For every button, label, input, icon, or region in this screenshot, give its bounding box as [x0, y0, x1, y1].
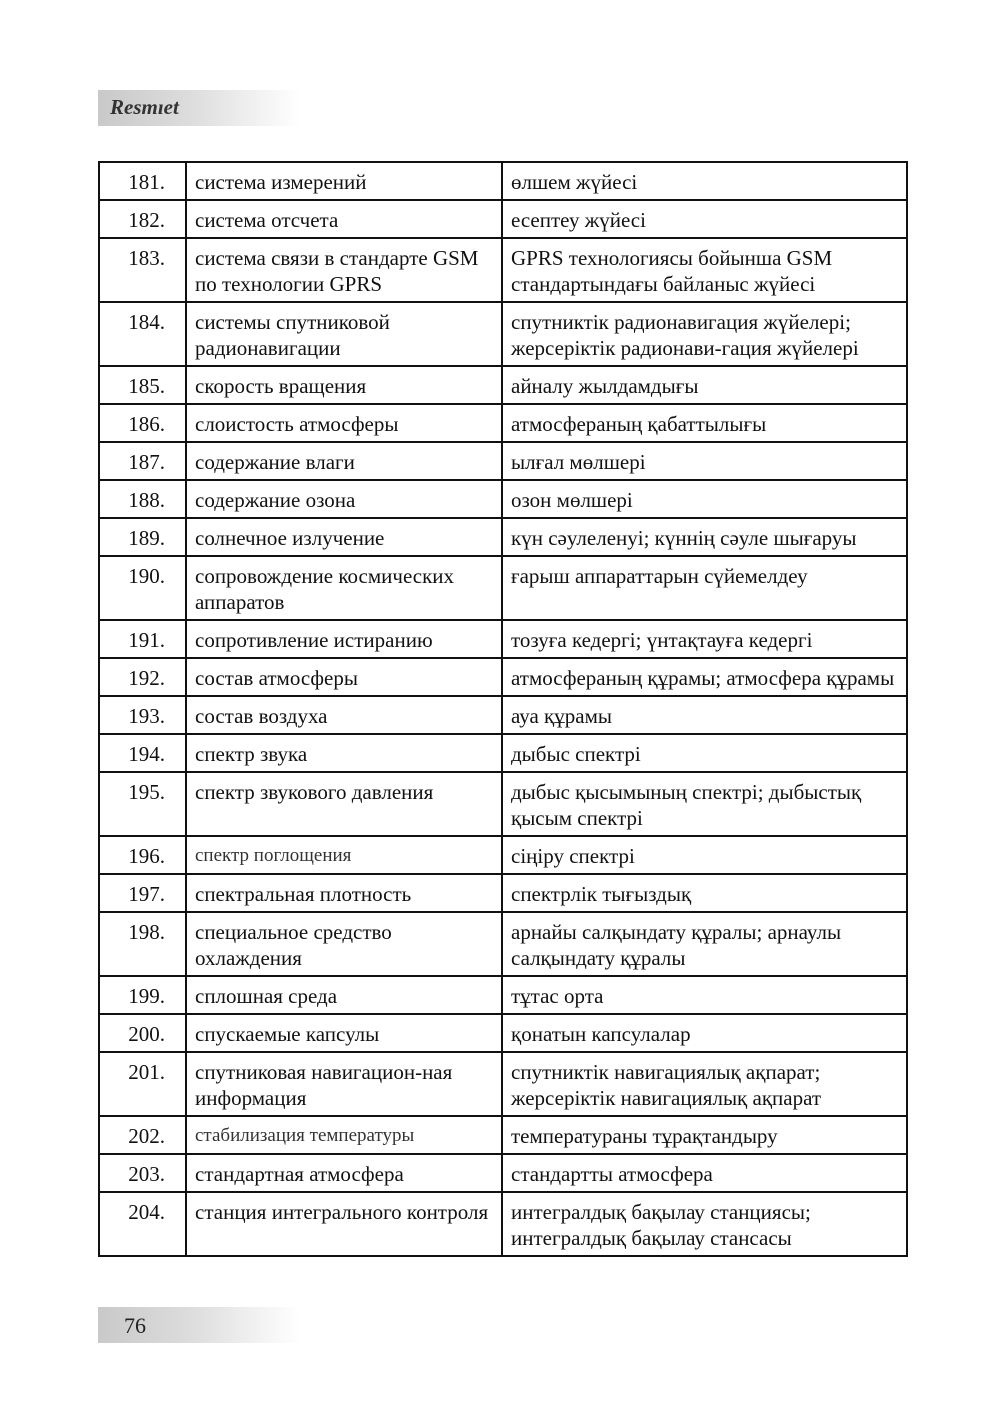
kazakh-term: GPRS технологиясы бойынша GSM стандартындағы байланыс жүйесі: [502, 238, 907, 302]
russian-term: спутниковая навигацион-ная информация: [186, 1052, 502, 1116]
term-number: 182.: [99, 200, 186, 238]
russian-term: солнечное излучение: [186, 518, 502, 556]
table-row: [99, 1052, 907, 1116]
russian-term: стандартная атмосфера: [186, 1154, 502, 1192]
kazakh-term: айналу жылдамдығы: [502, 366, 907, 404]
russian-term: спектральная плотность: [186, 874, 502, 912]
term-number: 191.: [99, 620, 186, 658]
kazakh-term: өлшем жүйесі: [502, 162, 907, 200]
term-number: 192.: [99, 658, 186, 696]
kazakh-term: температураны тұрақтандыру: [502, 1116, 907, 1154]
russian-term: скорость вращения: [186, 366, 502, 404]
kazakh-term: озон мөлшері: [502, 480, 907, 518]
kazakh-term: стандартты атмосфера: [502, 1154, 907, 1192]
term-number: 189.: [99, 518, 186, 556]
kazakh-term: ғарыш аппараттарын сүйемелдеу: [502, 556, 907, 620]
table-row: [99, 772, 907, 836]
term-number: 194.: [99, 734, 186, 772]
term-number: 184.: [99, 302, 186, 366]
term-number: 181.: [99, 162, 186, 200]
term-number: 202.: [99, 1116, 186, 1154]
kazakh-term: күн сәулеленуі; күннің сәуле шығаруы: [502, 518, 907, 556]
kazakh-term: тозуға кедергі; үнтақтауға кедергі: [502, 620, 907, 658]
page-number: 76: [124, 1313, 146, 1338]
kazakh-term: тұтас орта: [502, 976, 907, 1014]
table-row: [99, 518, 907, 556]
russian-term: станция интегрального контроля: [186, 1192, 502, 1256]
russian-term: специальное средство охлаждения: [186, 912, 502, 976]
page-footer: [98, 1307, 300, 1343]
russian-term: спектр звукового давления: [186, 772, 502, 836]
term-number: 183.: [99, 238, 186, 302]
table-row: [99, 620, 907, 658]
russian-term: система связи в стандарте GSM по технологии GPRS: [186, 238, 502, 302]
term-number: 188.: [99, 480, 186, 518]
russian-term: состав атмосферы: [186, 658, 502, 696]
table-row: [99, 658, 907, 696]
russian-term: сопротивление истиранию: [186, 620, 502, 658]
term-number: 193.: [99, 696, 186, 734]
glossary-table: [98, 161, 908, 1257]
kazakh-term: сіңіру спектрі: [502, 836, 907, 874]
term-number: 198.: [99, 912, 186, 976]
table-row: [99, 912, 907, 976]
table-row: [99, 734, 907, 772]
russian-term: сопровождение космических аппаратов: [186, 556, 502, 620]
term-number: 185.: [99, 366, 186, 404]
running-header: [98, 90, 300, 126]
term-number: 187.: [99, 442, 186, 480]
russian-term: спускаемые капсулы: [186, 1014, 502, 1052]
table-row: [99, 404, 907, 442]
term-number: 204.: [99, 1192, 186, 1256]
russian-term: сплошная среда: [186, 976, 502, 1014]
russian-term: спектр звука: [186, 734, 502, 772]
term-number: 200.: [99, 1014, 186, 1052]
russian-term: слоистость атмосферы: [186, 404, 502, 442]
table-row: [99, 836, 907, 874]
term-number: 201.: [99, 1052, 186, 1116]
term-number: 186.: [99, 404, 186, 442]
kazakh-term: арнайы салқындату құралы; арнаулы салқындату құралы: [502, 912, 907, 976]
kazakh-term: ылғал мөлшері: [502, 442, 907, 480]
table-row: [99, 442, 907, 480]
term-number: 196.: [99, 836, 186, 874]
kazakh-term: қонатын капсулалар: [502, 1014, 907, 1052]
table-row: [99, 1192, 907, 1256]
kazakh-term: спектрлік тығыздық: [502, 874, 907, 912]
russian-term: стабилизация температуры: [186, 1116, 502, 1154]
table-row: [99, 874, 907, 912]
table-row: [99, 366, 907, 404]
table-row: [99, 1014, 907, 1052]
russian-term: система отсчета: [186, 200, 502, 238]
kazakh-term: дыбыс спектрі: [502, 734, 907, 772]
table-row: [99, 480, 907, 518]
kazakh-term: ауа құрамы: [502, 696, 907, 734]
table-row: [99, 1154, 907, 1192]
table-row: [99, 696, 907, 734]
term-number: 199.: [99, 976, 186, 1014]
kazakh-term: спутниктік навигациялық ақпарат; жерсеріктік навигациялық ақпарат: [502, 1052, 907, 1116]
kazakh-term: атмосфераның құрамы; атмосфера құрамы: [502, 658, 907, 696]
kazakh-term: есептеу жүйесі: [502, 200, 907, 238]
table-row: [99, 238, 907, 302]
table-row: [99, 556, 907, 620]
russian-term: спектр поглощения: [186, 836, 502, 874]
table-row: [99, 200, 907, 238]
kazakh-term: интегралдық бақылау станциясы; интегралдық бақылау стансасы: [502, 1192, 907, 1256]
russian-term: системы спутниковой радионавигации: [186, 302, 502, 366]
table-row: [99, 162, 907, 200]
table-row: [99, 1116, 907, 1154]
kazakh-term: дыбыс қысымының спектрі; дыбыстық қысым спектрі: [502, 772, 907, 836]
russian-term: состав воздуха: [186, 696, 502, 734]
kazakh-term: атмосфераның қабаттылығы: [502, 404, 907, 442]
russian-term: содержание влаги: [186, 442, 502, 480]
term-number: 190.: [99, 556, 186, 620]
term-number: 197.: [99, 874, 186, 912]
table-row: [99, 976, 907, 1014]
table-row: [99, 302, 907, 366]
running-header-title: Resmıet: [110, 95, 179, 119]
russian-term: содержание озона: [186, 480, 502, 518]
kazakh-term: спутниктік радионавигация жүйелері; жерсеріктік радионави-гация жүйелері: [502, 302, 907, 366]
russian-term: система измерений: [186, 162, 502, 200]
term-number: 195.: [99, 772, 186, 836]
term-number: 203.: [99, 1154, 186, 1192]
